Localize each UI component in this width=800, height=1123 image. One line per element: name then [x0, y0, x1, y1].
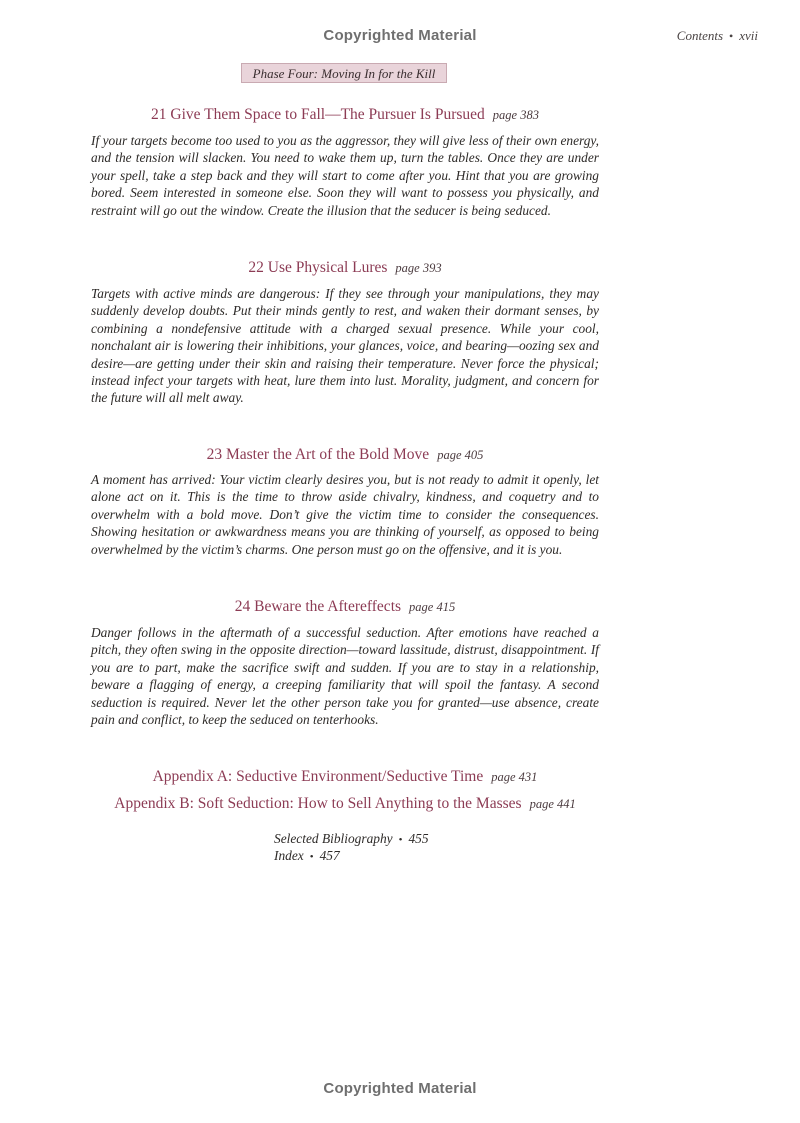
- appendix-b-page-ref: page 441: [529, 797, 576, 811]
- copyright-watermark-bottom: Copyrighted Material: [323, 1080, 477, 1097]
- copyright-watermark-top: Copyrighted Material: [323, 27, 477, 44]
- chapter-24-heading[interactable]: [90, 598, 600, 616]
- bibliography-label: Selected Bibliography: [274, 831, 393, 846]
- chapter-24-page-ref: page 415: [409, 600, 456, 614]
- chapter-21-page-ref: page 383: [492, 108, 539, 122]
- phase-heading: Phase Four: Moving In for the Kill: [241, 63, 447, 83]
- chapter-21-description: If your targets become too used to you as the aggressor, they will give less of their own energy, and the tension will slacken. You need to wake them up, turn the tables. Once they are under your spell, take a step back and they will start to come after you. Hint that you are growing bored. Seem interested in someone else. Soon they will want to possess you physically, and restraint will go out the window. Create the illusion that the seducer is being seduced.: [91, 133, 599, 218]
- appendix-b-entry[interactable]: [60, 795, 630, 813]
- chapter-22-title: 22 Use Physical Lures: [248, 259, 388, 276]
- appendix-a-page-ref: page 431: [491, 770, 538, 784]
- chapter-23-page-ref: page 405: [437, 448, 484, 462]
- index-entry[interactable]: [274, 848, 340, 864]
- chapter-22-page-ref: page 393: [395, 261, 442, 275]
- running-head-section: Contents: [676, 28, 724, 43]
- chapter-24-description: Danger follows in the aftermath of a successful seduction. After emotions have reached a pitch, they often swing in the opposite direction—toward lassitude, distrust, disappointment. If you are to part, make the sacrifice swift and sudden. If you are to stay in a relationship, beware a flagging of energy, a creeping familiarity that will spoil the fantasy. A second seduction is required. Never let the other person take you for granted—use absence, create pain and conflict, to keep the seduced on tenterhooks.: [91, 625, 599, 728]
- running-head-bullet: •: [729, 29, 734, 43]
- chapter-21-heading[interactable]: [90, 106, 600, 124]
- chapter-23-title: 23 Master the Art of the Bold Move: [206, 446, 430, 463]
- index-label: Index: [274, 848, 304, 863]
- chapter-23-description: A moment has arrived: Your victim clearly desires you, but is not ready to admit it openly, let alone act on it. This is the time to throw aside chivalry, kindness, and coquetry and to overwhelm with a bold move. Don’t give the victim time to consider the consequences. Showing hesitation or awkwardness means you are thinking of yourself, as opposed to being overwhelmed by the victim’s charms. One person must go on the offensive, and it is you.: [91, 472, 599, 557]
- chapter-21-title: 21 Give Them Space to Fall—The Pursuer Is Pursued: [151, 106, 485, 123]
- appendix-a-entry[interactable]: [60, 768, 630, 786]
- appendix-b-title: Appendix B: Soft Seduction: How to Sell Anything to the Masses: [114, 795, 522, 812]
- bibliography-bullet: •: [398, 834, 403, 846]
- index-page: 457: [319, 848, 340, 863]
- running-head: [677, 28, 758, 44]
- index-bullet: •: [309, 851, 314, 863]
- chapter-22-heading[interactable]: [90, 259, 600, 277]
- chapter-22-description: Targets with active minds are dangerous: If they see through your manipulations, they may suddenly develop doubts. Put their minds gently to rest, and waken their dormant senses, by combining a nondefensive attitude with a charged sexual presence. While your cool, nonchalant air is lowering their inhibitions, your glances, voice, and bearing—oozing sex and desire—are getting under their skin and raising their temperature. Never force the physical; instead infect your targets with heat, lure them into lust. Morality, judgment, and concern for the future will all melt away.: [91, 286, 599, 406]
- bibliography-page: 455: [408, 831, 429, 846]
- chapter-24-title: 24 Beware the Aftereffects: [234, 598, 402, 615]
- appendix-a-title: Appendix A: Seductive Environment/Seductive Time: [152, 768, 484, 785]
- bibliography-entry[interactable]: [274, 831, 429, 847]
- running-head-page-number: xvii: [739, 28, 758, 43]
- chapter-23-heading[interactable]: [90, 446, 600, 464]
